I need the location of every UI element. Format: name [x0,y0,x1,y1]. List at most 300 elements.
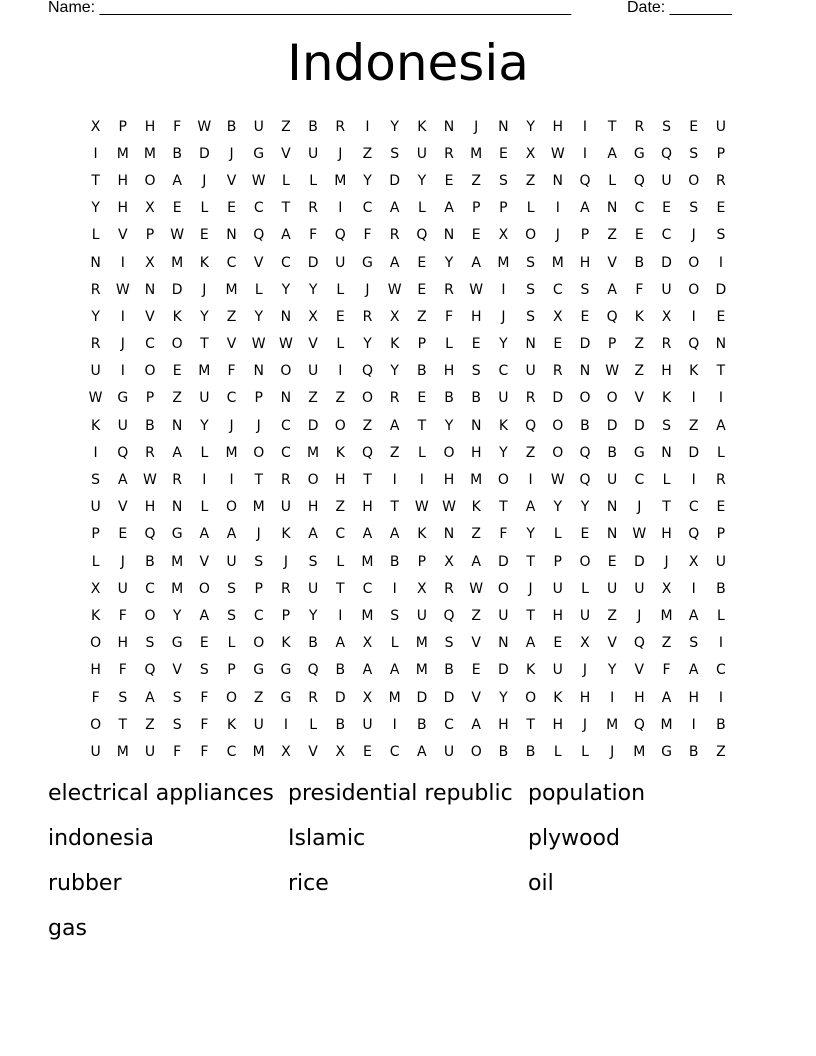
word-list [48,776,768,956]
grid-letter: I [283,716,288,733]
grid-letter: S [145,635,155,652]
grid-letter: Y [390,363,399,380]
grid-letter: M [388,689,401,706]
grid-letter: H [307,499,319,516]
grid-letter: G [633,145,645,162]
grid-letter: B [498,743,509,760]
grid-letter: B [389,553,400,570]
grid-letter: U [90,743,101,760]
grid-letter: A [308,526,318,543]
grid-letter: T [662,499,671,516]
grid-letter: Z [525,172,536,189]
grid-letter: L [445,336,453,353]
grid-letter: I [338,363,343,380]
grid-letter: J [120,553,125,570]
grid-letter: M [660,716,673,733]
grid-letter: L [553,526,562,543]
grid-letter: Q [633,172,645,189]
grid-letter: Z [471,526,482,543]
grid-letter: A [716,417,726,434]
grid-letter: X [525,145,536,162]
grid-letter: U [307,580,319,597]
grid-letter: P [281,607,291,624]
grid-letter: O [90,635,102,652]
grid-letter: E [553,635,563,652]
grid-letter: B [607,444,617,461]
grid-letter: L [91,553,100,570]
grid-letter: M [334,172,347,189]
grid-letter: Y [281,281,291,298]
grid-letter: L [662,472,671,489]
grid-letter: J [256,526,261,543]
grid-letter: W [469,281,484,298]
grid-letter: D [498,553,509,570]
grid-letter: R [281,580,291,597]
grid-letter: M [116,145,129,162]
grid-letter: D [715,281,727,298]
grid-letter: O [443,444,455,461]
grid-letter: Y [200,417,209,434]
grid-letter: P [145,390,155,407]
grid-letter: P [91,526,100,543]
grid-letter: D [334,689,346,706]
grid-letter: V [226,172,237,189]
grid-letter: T [200,336,209,353]
grid-letter: V [226,336,237,353]
grid-letter: D [661,254,672,271]
grid-letter: U [498,390,509,407]
grid-letter: C [281,254,291,271]
grid-letter: J [637,607,642,624]
grid-letter: O [253,635,265,652]
grid-letter: A [688,662,699,679]
grid-letter: J [610,743,615,760]
grid-letter: O [144,172,156,189]
grid-letter: A [389,662,400,679]
grid-letter: U [416,145,427,162]
grid-letter: Q [361,363,373,380]
grid-letter: B [444,390,454,407]
grid-letter: L [390,635,399,652]
grid-letter: Q [443,607,455,624]
grid-letter: W [115,281,130,298]
name-field[interactable]: Name: _____________________________________________________ [48,0,572,16]
grid-letter: I [419,472,424,489]
grid-letter: O [497,580,509,597]
grid-letter: I [691,580,696,597]
grid-letter: C [145,580,155,597]
grid-letter: D [633,417,645,434]
grid-letter: R [145,444,155,461]
grid-letter: O [525,227,537,244]
grid-letter: N [606,526,618,543]
grid-letter: I [718,254,723,271]
grid-letter: C [661,227,672,244]
word-list-item: indonesia [48,826,155,851]
grid-letter: G [253,145,265,162]
grid-letter: H [117,172,129,189]
grid-letter: U [117,580,128,597]
grid-letter: X [498,227,509,244]
grid-letter: K [390,336,400,353]
grid-letter: Y [363,336,372,353]
grid-letter: Y [172,607,182,624]
grid-letter: X [90,580,101,597]
grid-letter: Q [144,662,156,679]
grid-letter: O [144,363,156,380]
grid-letter: I [120,254,125,271]
grid-letter: Q [579,444,591,461]
grid-letter: I [691,390,696,407]
grid-letter: M [252,499,265,516]
grid-letter: W [278,336,293,353]
grid-letter: F [363,227,372,244]
grid-letter: K [335,444,345,461]
grid-letter: X [552,308,563,325]
grid-letter: Q [525,417,537,434]
grid-letter: A [607,281,617,298]
grid-letter: D [552,390,564,407]
grid-letter: W [414,499,429,516]
grid-letter: Q [253,227,265,244]
grid-letter: I [501,281,506,298]
grid-letter: B [145,553,155,570]
grid-letter: H [634,689,645,706]
grid-letter: F [91,689,100,706]
grid-letter: O [688,172,700,189]
grid-letter: Z [634,336,645,353]
grid-letter: R [552,363,563,380]
grid-letter: Z [335,390,346,407]
grid-letter: H [579,254,591,271]
grid-letter: S [444,635,454,652]
grid-letter: X [335,743,346,760]
grid-letter: B [417,716,427,733]
grid-letter: U [90,499,101,516]
grid-letter: N [606,200,618,217]
grid-letter: U [525,363,536,380]
grid-letter: S [172,689,182,706]
grid-letter: Z [308,390,318,407]
grid-letter: R [90,281,101,298]
grid-letter: Z [362,417,373,434]
grid-letter: R [90,336,101,353]
header [0,0,816,20]
grid-letter: P [417,553,427,570]
grid-letter: V [281,145,291,162]
grid-letter: K [661,390,672,407]
grid-letter: X [362,689,373,706]
word-list-item: population [528,781,646,806]
grid-letter: P [254,390,263,407]
grid-letter: U [226,553,237,570]
grid-letter: O [226,499,238,516]
grid-letter: P [499,200,508,217]
grid-letter: Y [607,662,617,679]
word-list-item: rice [288,871,329,896]
grid-letter: W [605,363,620,380]
grid-letter: Y [91,308,100,325]
grid-letter: D [606,417,618,434]
grid-letter: T [118,716,128,733]
grid-letter: Z [172,390,182,407]
grid-letter: S [118,689,128,706]
grid-letter: E [172,200,182,217]
grid-letter: S [308,553,318,570]
grid-letter: U [607,472,618,489]
grid-letter: D [416,689,428,706]
grid-letter: U [416,607,427,624]
date-field[interactable]: Date: _______ [627,0,732,16]
grid-letter: K [281,635,291,652]
grid-letter: F [662,662,671,679]
grid-letter: J [501,308,506,325]
grid-letter: V [253,254,264,271]
grid-letter: L [581,580,589,597]
grid-letter: E [227,200,236,217]
word-list-item: plywood [528,826,620,851]
grid-letter: X [688,553,699,570]
grid-letter: E [199,635,209,652]
grid-letter: L [91,227,100,244]
grid-letter: C [253,607,264,624]
grid-letter: N [498,635,509,652]
grid-letter: H [661,526,672,543]
grid-letter: Z [389,444,400,461]
grid-letter: C [335,526,346,543]
grid-letter: C [226,743,237,760]
grid-letter: I [338,200,343,217]
grid-letter: B [172,145,182,162]
grid-letter: G [117,390,129,407]
grid-letter: X [444,553,454,570]
grid-letter: M [551,254,564,271]
grid-letter: B [525,743,536,760]
grid-letter: F [200,716,209,733]
grid-letter: Q [633,635,645,652]
grid-letter: M [143,145,157,162]
grid-letter: W [442,499,456,516]
grid-letter: E [716,308,726,325]
grid-letter: Q [579,172,591,189]
grid-letter: S [662,417,671,434]
grid-letter: I [718,635,723,652]
grid-letter: B [444,662,454,679]
grid-letter: H [90,662,101,679]
grid-letter: S [199,662,209,679]
grid-letter: M [198,363,211,380]
grid-letter: B [335,662,346,679]
grid-letter: C [634,200,645,217]
grid-letter: O [144,607,156,624]
grid-letter: Y [254,308,263,325]
grid-letter: F [118,662,127,679]
grid-letter: G [362,254,373,271]
grid-letter: A [199,607,210,624]
grid-letter: M [171,254,184,271]
grid-letter: Q [117,444,129,461]
word-list-item: gas [48,916,87,941]
grid-letter: S [526,308,536,325]
grid-letter: R [389,227,400,244]
grid-letter: L [336,553,345,570]
grid-letter: M [497,254,510,271]
grid-letter: D [171,281,183,298]
grid-letter: X [417,580,427,597]
grid-letter: E [199,227,209,244]
grid-letter: A [417,743,427,760]
grid-letter: Y [499,444,508,461]
grid-letter: L [608,172,617,189]
grid-letter: T [336,580,345,597]
grid-letter: O [579,553,591,570]
grid-letter: I [528,472,533,489]
grid-letter: R [661,336,672,353]
grid-letter: Y [363,172,372,189]
grid-letter: A [525,635,536,652]
grid-letter: R [716,172,726,189]
grid-letter: V [117,499,128,516]
grid-letter: N [661,444,672,461]
grid-letter: G [171,526,183,543]
grid-letter: A [172,172,182,189]
grid-letter: S [580,281,590,298]
grid-letter: C [281,417,291,434]
grid-letter: H [498,716,509,733]
grid-letter: Z [661,635,672,652]
grid-letter: S [390,607,400,624]
grid-letter: J [229,145,234,162]
grid-letter: V [471,635,481,652]
grid-letter: R [308,200,318,217]
grid-letter: A [389,526,400,543]
grid-letter: M [307,444,320,461]
grid-letter: I [229,472,234,489]
grid-letter: U [280,499,292,516]
grid-letter: T [526,553,535,570]
grid-letter: S [227,580,236,597]
grid-letter: M [470,472,483,489]
grid-letter: H [552,607,564,624]
grid-letter: L [417,444,426,461]
grid-letter: U [253,716,264,733]
grid-letter: D [688,444,700,461]
grid-letter: U [307,145,319,162]
grid-letter: Z [253,689,264,706]
grid-letter: X [661,580,672,597]
grid-letter: M [225,281,238,298]
grid-letter: N [280,308,292,325]
grid-letter: J [283,553,288,570]
grid-letter: C [498,363,509,380]
grid-letter: S [471,363,481,380]
grid-letter: W [88,390,103,407]
grid-letter: C [226,390,237,407]
grid-letter: F [200,743,209,760]
grid-letter: K [226,716,237,733]
grid-letter: N [90,254,101,271]
grid-letter: A [580,200,590,217]
grid-letter: N [443,526,455,543]
grid-letter: L [200,499,209,516]
grid-letter: E [335,308,345,325]
grid-letter: M [361,553,374,570]
grid-letter: I [392,472,397,489]
grid-letter: V [634,662,645,679]
grid-letter: I [691,716,696,733]
grid-letter: Y [390,118,399,135]
grid-letter: H [362,499,373,516]
grid-letter: X [308,308,318,325]
grid-letter: N [552,172,564,189]
grid-letter: P [145,227,155,244]
grid-letter: A [362,526,373,543]
grid-letter: N [280,390,292,407]
grid-letter: K [91,607,101,624]
grid-letter: X [145,200,155,217]
grid-letter: W [143,472,157,489]
grid-letter: C [389,743,400,760]
grid-letter: E [417,390,427,407]
grid-letter: A [525,499,536,516]
grid-letter: T [607,118,617,135]
grid-letter: T [91,172,100,189]
grid-letter: F [118,607,127,624]
grid-letter: P [716,526,726,543]
grid-letter: A [471,716,481,733]
grid-letter: R [444,580,454,597]
grid-letter: P [716,145,726,162]
grid-letter: I [202,472,207,489]
grid-letter: H [470,444,482,461]
grid-letter: R [634,118,645,135]
grid-letter: S [91,472,101,489]
grid-letter: P [471,200,481,217]
grid-letter: C [634,472,645,489]
grid-letter: G [253,662,265,679]
grid-letter: J [120,336,125,353]
letter-grid [82,113,735,766]
grid-letter: E [553,336,563,353]
grid-letter: R [362,308,373,325]
grid-letter: J [528,580,533,597]
grid-letter: Z [607,607,617,624]
grid-letter: P [417,336,427,353]
grid-letter: E [716,200,726,217]
grid-letter: I [365,118,370,135]
grid-letter: K [526,662,536,679]
grid-letter: C [281,444,291,461]
grid-letter: N [498,118,509,135]
grid-letter: O [226,689,238,706]
grid-letter: E [580,308,590,325]
grid-letter: D [633,553,645,570]
grid-letter: O [307,472,319,489]
grid-letter: U [199,390,210,407]
grid-letter: R [716,472,726,489]
grid-letter: K [471,499,481,516]
grid-letter: B [145,417,155,434]
grid-letter: I [718,689,723,706]
grid-letter: W [550,145,565,162]
grid-letter: A [661,689,672,706]
grid-letter: B [716,580,726,597]
grid-letter: M [171,580,184,597]
grid-letter: R [525,390,536,407]
grid-letter: N [525,336,536,353]
grid-letter: E [689,118,699,135]
grid-letter: V [607,635,617,652]
